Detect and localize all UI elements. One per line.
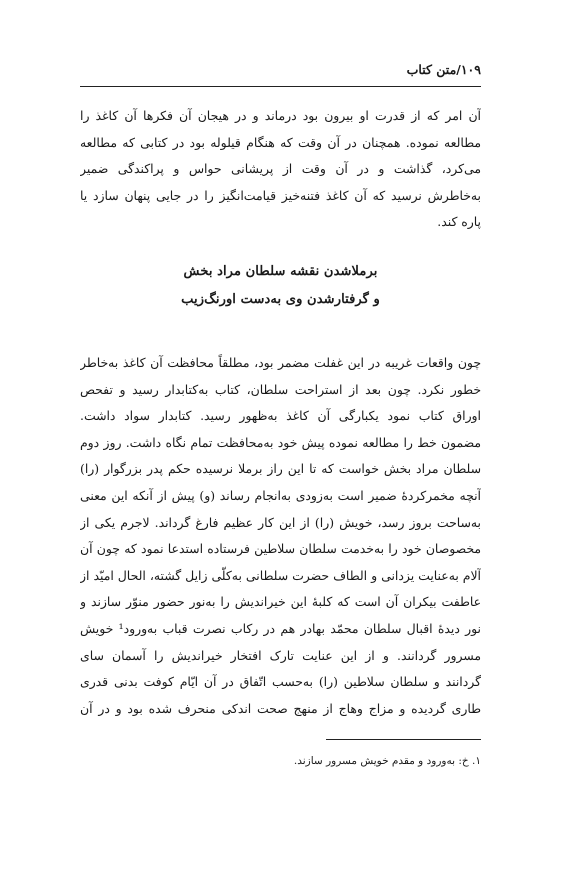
paragraph-1	[80, 103, 481, 236]
text-line: به‌ساحت بروز رسد، خویش (را) از این کار عظیم فارغ گرداند. لاجرم یکی از	[80, 514, 481, 530]
header-rule	[80, 86, 481, 87]
text-line: عاطفت بیکران آن است که کلبهٔ این خیراندیش را به‌نور حضور منوّر سازند و	[80, 594, 481, 610]
text-line: می‌کرد، گذاشت و در آن وقت از پریشانی حواس و پراکندگی ضمیر	[80, 161, 481, 177]
text-line: خطور نکرد. چون بعد از استراحت سلطان، کتاب به‌کتابدار رسید و تفحص	[80, 381, 481, 397]
text-line: مضمون خط را مطالعه نموده پیش خود به‌محافظت تمام نگاه داشت. روز دوم	[80, 434, 481, 450]
text-line: اوراق کتاب نمود یکبارگی آن کاغذ به‌ظهور رسید. کتابدار سواد داشت.	[80, 408, 481, 424]
text-line: آلام به‌عنایت یزدانی و الطاف حضرت سلطانی به‌کلّی زایل گشته، الحال امیّد از	[80, 567, 481, 583]
text-line: پاره کند.	[437, 214, 481, 230]
text-line: نور دیدهٔ اقبال سلطان محمّد بهادر هم در رکاب نصرت قباب به‌ورود¹ خویش	[80, 620, 481, 636]
text-line: گردانند و سلطان سلاطین (را) به‌حسب اتّفاق در آن ایّام کوفت بدنی قدری	[80, 674, 481, 690]
footnote: ۱. خ: به‌ورود و مقدم خویش مسرور سازند.	[293, 755, 481, 767]
text-line: مخصوصان خود را به‌خدمت سلطان سلاطین فرستاده استدعا نمود که چون آن	[80, 541, 481, 557]
text-line: آن امر که از قدرت او بیرون بود درماند و در هیجان آن فکرها آن کاغذ را	[80, 108, 481, 123]
running-header: ۱۰۹/متن کتاب	[406, 62, 481, 77]
section-heading-line-1: برملاشدن نقشه سلطان مراد بخش	[183, 264, 378, 279]
text-line: مطالعه نموده. همچنان در آن وقت که هنگام قیلوله بود در کتابی که مطالعه	[80, 134, 481, 150]
section-heading-line-2: و گرفتارشدن وی به‌دست اورنگ‌زیب	[181, 292, 380, 307]
paragraph-2	[80, 350, 481, 722]
footnote-rule	[326, 739, 481, 740]
text-line: به‌خاطرش نرسید که آن کاغذ فتنه‌خیز قیامت‌انگیز را در جایی پنهان سازد یا	[80, 187, 481, 203]
text-line: سلطان مراد بخش خواست که تا این راز برملا نرسیده حکم پدر بزرگوار (را)	[80, 461, 481, 477]
text-line: آنچه مخمرکردهٔ ضمیر است به‌زودی به‌انجام رساند (و) پیش از آنکه این معنی	[80, 487, 481, 503]
text-line: چون واقعات غریبه در این غفلت مضمر بود، مطلقاً محافظت آن کاغذ به‌خاطر	[80, 355, 481, 370]
text-line: طاری گردیده و مزاج وهاج از منهج صحت اندکی منحرف شده بود و در آن	[80, 700, 481, 716]
text-line: مسرور گردانند. و از این عنایت تارک افتخار خیراندیش را آسمان سای	[80, 647, 481, 663]
